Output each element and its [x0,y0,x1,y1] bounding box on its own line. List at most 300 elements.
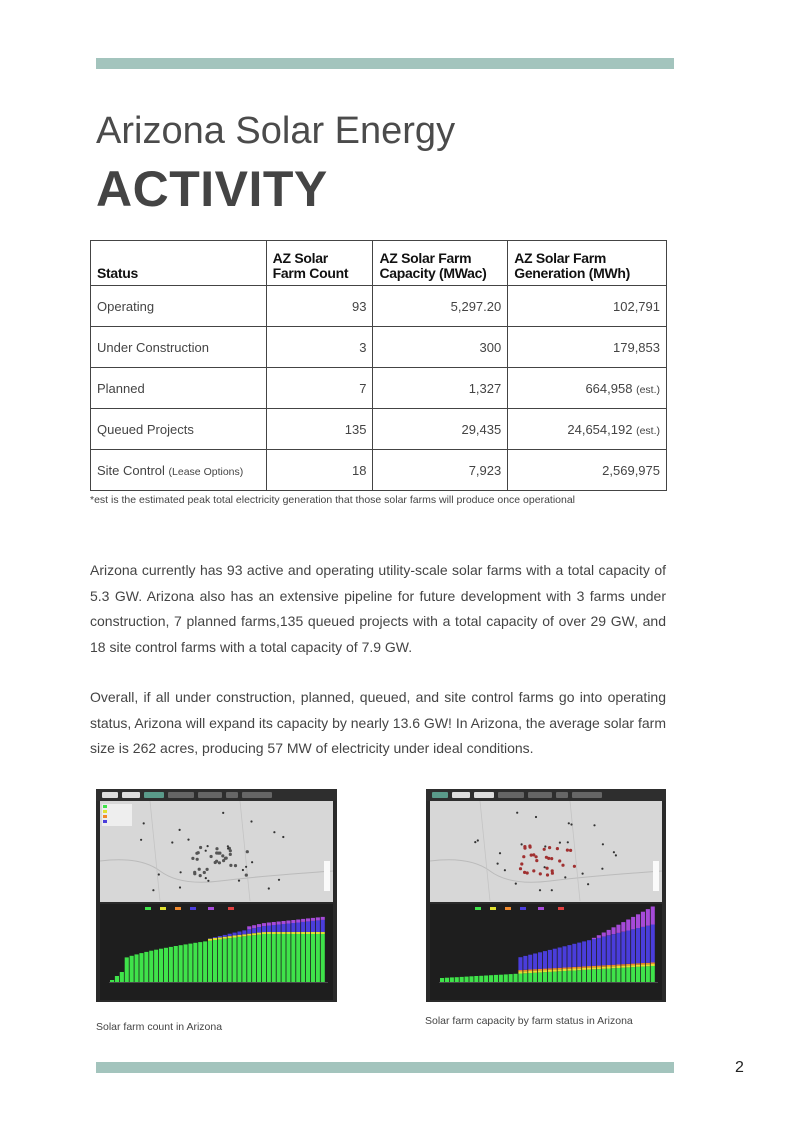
map-marker [497,863,499,865]
chart-bar-segment [612,965,616,967]
map-marker [573,865,576,868]
chart-bar-segment [567,967,571,969]
chart-bar-segment [316,932,320,934]
chart-bar-segment [582,941,586,966]
map-marker [523,847,526,850]
cell-generation: 102,791 [508,286,667,327]
cell-status: Operating [91,286,267,327]
chart-bar-segment [301,922,305,932]
chart-bar-segment [179,945,183,982]
table-row [91,286,667,327]
right-figure-caption: Solar farm capacity by farm status in Arizona [425,1015,633,1027]
map-marker [539,872,542,875]
map-marker [199,846,202,849]
chart-bar-segment [218,936,222,937]
chart-bar-segment [626,967,630,982]
chart-bar-segment [651,925,655,963]
chart-bar-segment [523,973,527,982]
chart-bar-segment [518,972,522,974]
chart-bar-segment [602,937,606,966]
chart-bar-segment [257,935,261,982]
chart-bar-segment [174,946,178,982]
chart-bar-segment [553,970,557,972]
chart-bar-segment [577,943,581,967]
cell-count: 135 [266,409,373,450]
chart-bar-segment [528,971,532,973]
map-marker [282,836,284,838]
map-marker [543,848,546,851]
map-marker [229,864,232,867]
chart-bar-segment [450,977,454,982]
chart-bar-segment [130,956,134,982]
map-marker [515,883,517,885]
map-marker [199,874,202,877]
cell-capacity: 5,297.20 [373,286,508,327]
map-marker [593,824,595,826]
chart-bar-segment [242,934,246,936]
chart-bar-segment [616,933,620,965]
map-marker [520,862,523,865]
chart-bar-segment [558,968,562,970]
chart-bar-segment [587,966,591,968]
chart-bar-segment [563,946,567,967]
chart-bar-segment [489,975,493,982]
chart-bar-segment [237,937,241,982]
chart-bar-segment [563,968,567,970]
chart-bar-segment [612,966,616,968]
chart-bar-segment [291,920,295,923]
chart-bar-segment [646,926,650,963]
map-marker [217,852,220,855]
chart-bar-segment [543,951,547,969]
chart-bar-segment [159,949,163,982]
chart-bar-segment [125,957,129,982]
chart-bar-segment [286,934,290,982]
chart-bar-segment [563,971,567,982]
chart-bar-segment [577,967,581,969]
map-marker [558,859,561,862]
chart-bar-segment [514,974,518,982]
map-marker [587,883,589,885]
map-marker [193,872,196,875]
table-row [91,409,667,450]
map-marker [567,841,569,843]
chart-bar-segment [203,941,207,982]
map-marker [179,829,181,831]
chart-bar-segment [208,941,212,982]
chart-bar-segment [445,978,449,982]
chart-bar-segment [553,949,557,968]
chart-bar-segment [479,976,483,982]
map-marker [539,889,541,891]
chart-bar-segment [572,971,576,983]
chart-bar-segment [567,971,571,982]
chart-bar-segment [252,925,256,928]
chart-bar-segment [484,976,488,983]
chart-bar-segment [636,914,640,928]
chart-bar-segment [460,977,464,982]
map-marker [140,839,142,841]
cell-count: 3 [266,327,373,368]
chart-bar-segment [548,968,552,970]
chart-bar-segment [272,922,276,925]
chart-bar-segment [543,970,547,972]
chart-bar-segment [301,934,305,982]
chart-bar-segment [164,948,168,982]
page-title: Arizona Solar Energy [96,110,456,152]
table-header-row [91,241,667,286]
cell-generation: 664,958 (est.) [508,368,667,409]
chart-bar-segment [538,969,542,971]
chart-bar-segment [291,934,295,982]
chart-bar-segment [228,936,232,938]
farm-count-screenshot [96,789,337,1002]
map-marker [519,867,522,870]
chart-bar-segment [218,937,222,939]
map-marker [504,869,506,871]
chart-bar-segment [311,934,315,982]
map-marker [218,861,221,864]
map-marker [551,889,553,891]
map-marker [246,850,249,853]
map-marker [203,871,206,874]
header-farm-count: AZ Solar Farm Count [266,241,373,286]
chart-bar-segment [311,921,315,932]
chart-bar-segment [651,907,655,925]
map-marker [268,887,270,889]
map-marker [477,839,479,841]
map-marker [499,852,501,854]
chart-bar-segment [267,923,271,926]
chart-bar-segment [572,944,576,967]
chart-bar-segment [262,932,266,934]
chart-bar-segment [213,937,217,938]
left-figure-caption: Solar farm count in Arizona [96,1021,223,1033]
chart-bar-segment [267,934,271,982]
map-marker [613,851,615,853]
map-marker [556,847,559,850]
chart-bar-segment [223,939,227,982]
map-marker [601,868,603,870]
chart-bar-segment [440,978,444,982]
map-marker [179,886,181,888]
chart-bar-segment [626,931,630,964]
chart-bar-segment [301,919,305,922]
chart-bar-segment [321,917,325,920]
chart-bar-segment [306,934,310,982]
map-marker [559,842,561,844]
map-marker [535,816,537,818]
map-marker [251,861,253,863]
map-marker [550,857,553,860]
chart-bar-segment [582,970,586,982]
table-footnote: *est is the estimated peak total electricity generation that those solar farms will produce once operational [90,494,576,506]
chart-bar-segment [316,934,320,982]
chart-bar-segment [553,968,557,970]
chart-bar-segment [602,965,606,967]
chart-bar-segment [257,924,261,927]
paragraph-current-status: Arizona currently has 93 active and operating utility-scale solar farms with a total capacity of 5.3 GW. Arizona also has an extensive pipeline for future development with 3 farms under construction, 7 planned farms,135 queued projects with a total capacity of over 29 GW, and 18 site control farms with a total capacity of 7.9 GW. [90,562,666,655]
chart-graphic [430,904,662,1000]
chart-bar-segment [296,920,300,923]
cell-generation: 179,853 [508,327,667,368]
map-marker [229,853,232,856]
chart-bar-segment [237,935,241,937]
chart-bar-segment [267,926,271,933]
chart-bar-segment [306,918,310,921]
map-marker [561,864,564,867]
chart-bar-segment [567,945,571,967]
cell-status: Planned [91,368,267,409]
chart-bar-segment [602,933,606,937]
chart-bar-segment [228,938,232,982]
chart-bar-segment [252,933,256,935]
chart-bar-segment [616,968,620,982]
chart-bar-segment [233,938,237,983]
chart-bar-segment [607,935,611,965]
header-status: Status [91,241,267,286]
chart-bar-segment [597,938,601,966]
map-marker [222,812,224,814]
chart-bar-segment [533,969,537,971]
map-marker [522,855,525,858]
map-marker [238,880,240,882]
cell-status: Site Control (Lease Options) [91,450,267,491]
chart-bar-segment [282,934,286,982]
chart-bar-segment [538,952,542,969]
map-marker [570,823,572,825]
chart-bar-segment [277,932,281,934]
chart-bar-segment [592,966,596,968]
chart-bar-segment [455,977,459,982]
map-marker [210,855,213,858]
chart-bar-segment [518,957,522,970]
chart-bar-segment [572,969,576,971]
chart-bar-segment [602,969,606,982]
chart-bar-segment [306,932,310,934]
chart-bar-segment [523,971,527,973]
chart-bar-segment [558,969,562,971]
map-marker [245,874,248,877]
chart-bar-segment [641,912,645,927]
map-marker [180,871,182,873]
map-marker [551,872,554,875]
chart-bar-segment [193,943,197,982]
map-marker [521,843,523,845]
chart-bar-segment [538,972,542,982]
chart-bar-segment [272,932,276,934]
chart-bar-segment [518,974,522,983]
chart-bar-segment [286,932,290,934]
chart-bar-segment [607,930,611,935]
chart-bar-segment [311,918,315,921]
map-marker [250,820,252,822]
map-marker [225,857,228,860]
chart-bar-segment [646,909,650,926]
chart-bar-segment [548,970,552,972]
status-note: (Lease Options) [168,465,244,478]
chart-bar-segment [277,922,281,925]
chart-bar-segment [621,932,625,964]
chart-bar-segment [567,969,571,971]
map-marker [152,889,154,891]
map-marker [278,879,280,881]
paragraph-expansion: Overall, if all under construction, planned, queued, and site control farms go into operating status, Arizona will expand its capacity by nearly 13.6 GW! In Arizona, the average solar farm size is 262 acres, producing 57 MW of electricity under ideal conditions. [90,689,666,756]
map-marker [546,867,549,870]
chart-bar-segment [316,917,320,920]
chart-bar-segment [296,923,300,933]
chart-bar-segment [646,963,650,965]
chart-bar-segment [247,929,251,933]
chart-bar-segment [641,963,645,965]
chart-bar-segment [641,927,645,963]
chart-bar-segment [504,974,508,982]
chart-bar-segment [144,952,148,982]
chart-bar-segment [316,920,320,932]
chart-bar-segment [262,926,266,932]
chart-bar-segment [223,937,227,939]
chart-bar-segment [597,966,601,968]
est-note: (est.) [636,383,660,396]
chart-bar-segment [641,967,645,982]
chart-bar-segment [558,971,562,982]
screenshot-toolbar [426,789,666,801]
cell-capacity: 1,327 [373,368,508,409]
chart-bar-segment [237,932,241,935]
map-graphic [430,801,662,902]
chart-bar-segment [282,924,286,932]
chart-bar-segment [621,922,625,932]
cell-count: 18 [266,450,373,491]
chart-bar-segment [592,967,596,969]
chart-bar-segment [213,940,217,982]
chart-bar-segment [543,972,547,982]
cell-generation: 24,654,192 (est.) [508,409,667,450]
chart-bar-segment [651,966,655,982]
chart-bar-segment [277,925,281,933]
chart-bar-segment [582,968,586,970]
page-number: 2 [735,1059,744,1076]
chart-bar-segment [252,935,256,982]
top-accent-bar [96,58,674,69]
chart-bar-segment [626,965,630,967]
cell-capacity: 7,923 [373,450,508,491]
chart-bar-segment [523,970,527,972]
chart-bar-segment [465,977,469,982]
chart-bar-segment [597,935,601,938]
chart-bar-segment [262,923,266,926]
chart-bar-segment [291,923,295,932]
chart-bar-segment [306,921,310,932]
chart-bar-segment [616,925,620,933]
chart-bar-segment [518,970,522,972]
chart-bar-segment [621,968,625,982]
cell-capacity: 29,435 [373,409,508,450]
map-marker [227,847,229,849]
map-marker [205,850,207,852]
chart-bar-segment [543,969,547,971]
cell-count: 93 [266,286,373,327]
chart-bar-segment [636,967,640,982]
chart-bar-segment [154,950,158,982]
chart-bar-segment [612,934,616,965]
chart-bar-segment [631,965,635,967]
chart-bar-segment [188,944,192,982]
screenshot-toolbar [96,789,337,801]
chart-bar-segment [198,942,202,982]
chart-bar-segment [651,963,655,965]
chart-bar-segment [110,980,114,982]
chart-bar-segment [626,920,630,931]
chart-bar-segment [597,969,601,982]
farm-capacity-chart [430,904,662,1000]
map-marker [516,812,518,814]
chart-graphic [100,904,333,1000]
chart-bar-segment [641,965,645,967]
map-marker [234,864,237,867]
chart-bar-segment [262,934,266,982]
chart-bar-segment [631,967,635,982]
chart-bar-segment [213,938,217,940]
map-marker [546,873,549,876]
chart-bar-segment [115,976,119,982]
map-marker [198,868,201,871]
chart-bar-segment [538,970,542,972]
solar-farm-map [100,801,333,902]
chart-bar-segment [563,969,567,971]
chart-bar-segment [548,950,552,969]
table-row [91,327,667,368]
chart-bar-segment [277,934,281,982]
chart-bar-segment [577,968,581,970]
chart-bar-segment [208,939,212,941]
map-marker [227,845,229,847]
map-marker [171,841,173,843]
chart-bar-segment [577,970,581,982]
chart-bar-segment [572,967,576,969]
chart-bar-segment [135,954,139,982]
chart-bar-segment [242,936,246,982]
map-marker [191,857,194,860]
table-row [91,450,667,491]
chart-bar-segment [247,926,251,929]
chart-bar-segment [282,921,286,924]
map-marker [548,846,551,849]
chart-bar-segment [149,951,153,982]
chart-bar-segment [301,932,305,934]
chart-bar-segment [616,966,620,968]
chart-bar-segment [523,956,527,970]
map-marker [564,876,566,878]
chart-bar-segment [602,967,606,969]
chart-bar-segment [252,928,256,933]
map-graphic [100,801,333,902]
chart-bar-segment [558,948,562,968]
solar-farm-map [430,801,662,902]
bottom-accent-bar [96,1062,674,1073]
chart-bar-segment [282,932,286,934]
chart-bar-segment [636,928,640,963]
map-marker [245,866,247,868]
chart-bar-segment [616,965,620,967]
chart-bar-segment [607,965,611,967]
chart-bar-segment [646,964,650,966]
chart-bar-segment [321,932,325,934]
page-subtitle: ACTIVITY [96,161,328,217]
map-marker [206,868,209,871]
chart-bar-segment [528,970,532,972]
chart-bar-segment [228,934,232,936]
